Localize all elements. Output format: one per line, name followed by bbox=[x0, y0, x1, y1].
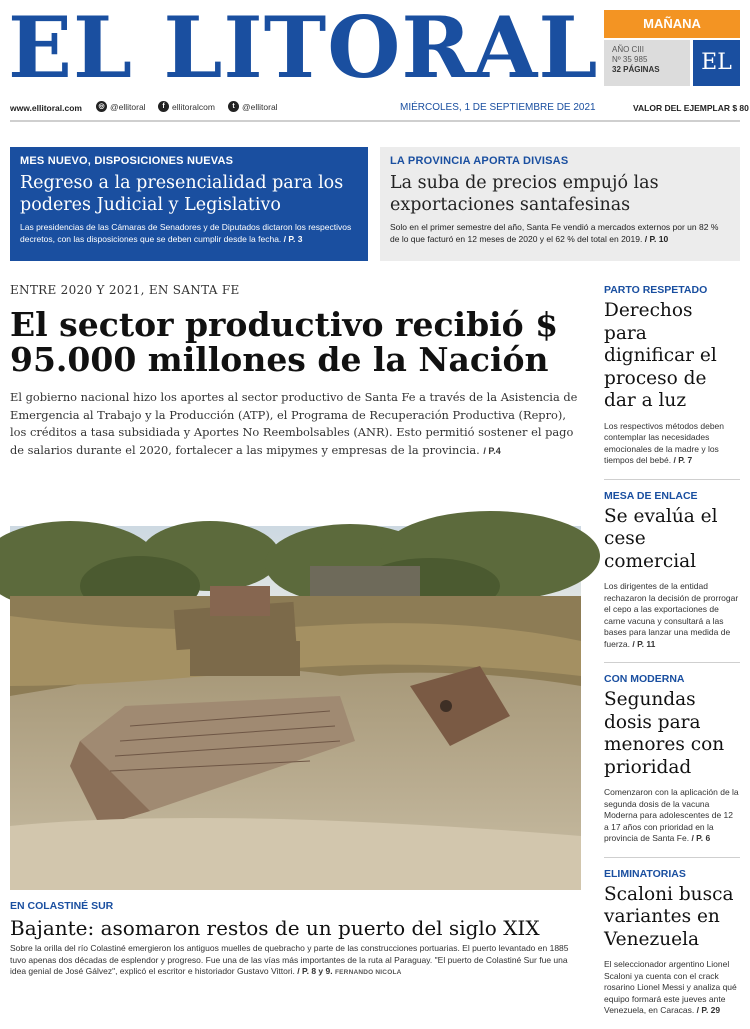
page-reference: / P. 10 bbox=[644, 233, 669, 244]
story-summary: Los dirigentes de la entidad rechazaron la decisión de prorrogar el cepo a las exportaciones de carne vacuna y consultará a las bases para lanzar una medida de fuerza. / P. 11 bbox=[604, 581, 739, 649]
header-divider bbox=[10, 120, 740, 122]
story-kicker: LA PROVINCIA APORTA DIVISAS bbox=[390, 155, 569, 167]
story-headline: Segundas dosis para menores con prioridad bbox=[604, 689, 725, 778]
story-kicker: MESA DE ENLACE bbox=[604, 489, 698, 502]
sidebar-divider bbox=[604, 662, 740, 663]
sidebar-story-mesa-enlace[interactable] bbox=[604, 488, 740, 651]
story-kicker: ELIMINATORIAS bbox=[604, 867, 686, 880]
page-reference: / P. 8 y 9. bbox=[297, 966, 333, 976]
story-headline: Derechos para dignificar el proceso de dar a luz bbox=[604, 300, 717, 411]
page-reference: / P.4 bbox=[483, 445, 501, 456]
story-kicker: MES NUEVO, DISPOSICIONES NUEVAS bbox=[20, 155, 234, 167]
twitter-icon: t bbox=[228, 101, 239, 112]
photo-story[interactable] bbox=[10, 900, 585, 979]
edition-badge: MAÑANA bbox=[604, 10, 740, 38]
sidebar-story-eliminatorias[interactable] bbox=[604, 866, 740, 1017]
page-reference: / P. 3 bbox=[283, 233, 303, 244]
story-summary: El seleccionador argentino Lionel Scaloni ya cuenta con el crack rosarino Lionel Messi y analiza qué equipo formará este jueves ante Venezuela, en Caracas. / P. 29 bbox=[604, 959, 737, 1015]
facebook-icon: f bbox=[158, 101, 169, 112]
social-twitter[interactable] bbox=[228, 101, 278, 112]
story-headline: Scaloni busca variantes en Venezuela bbox=[604, 883, 734, 950]
issue-price: VALOR DEL EJEMPLAR $ 80 bbox=[633, 103, 749, 113]
main-story-kicker: ENTRE 2020 Y 2021, EN SANTA FE bbox=[10, 283, 240, 297]
front-page-photo[interactable] bbox=[10, 526, 581, 890]
page-reference: / P. 6 bbox=[691, 833, 711, 843]
sidebar-divider bbox=[604, 479, 740, 480]
page-count: 32 PÁGINAS bbox=[612, 65, 660, 74]
social-facebook[interactable] bbox=[158, 101, 215, 112]
main-story-body: El gobierno nacional hizo los aportes al sector productivo de Santa Fe a través de la Asistencia de Emergencia al Trabajo y la Producción (ATP), el Programa de Recuperación Productiva (Repro), los créditos a tasa subsidiada y Aportes No Reembolsables (ANR). Esto permitió sostener el pago de salarios durante el 2020, fortalecer a las mipymes y empresas de la provincia. / P.4 bbox=[10, 390, 578, 457]
photo-story-headline: Bajante: asomaron restos de un puerto del siglo XIX bbox=[10, 916, 540, 940]
banner-story-exportaciones[interactable] bbox=[380, 147, 740, 261]
page-reference: / P. 29 bbox=[696, 1005, 721, 1015]
newspaper-logo: EL LITORAL bbox=[8, 0, 599, 97]
port-ruins-photo bbox=[10, 526, 581, 890]
story-headline: Regreso a la presencialidad para los poderes Judicial y Legislativo bbox=[20, 173, 344, 215]
social-handle: ellitoralcom bbox=[172, 101, 215, 112]
banner-story-presencialidad[interactable] bbox=[10, 147, 368, 261]
instagram-icon: ◎ bbox=[96, 101, 107, 112]
photo-credit: FERNANDO NICOLA bbox=[334, 969, 402, 976]
issue-info bbox=[604, 40, 690, 86]
story-kicker: PARTO RESPETADO bbox=[604, 284, 708, 296]
sidebar bbox=[604, 282, 740, 1029]
website-link[interactable]: www.ellitoral.com bbox=[10, 103, 82, 113]
sidebar-story-parto[interactable] bbox=[604, 282, 740, 467]
story-summary: Los respectivos métodos deben contemplar las necesidades emocionales de la madre y los tiempos del bebé. / P. 7 bbox=[604, 420, 725, 465]
photo-story-kicker: EN COLASTINÉ SUR bbox=[10, 900, 114, 912]
social-handle: @ellitoral bbox=[110, 101, 146, 112]
sidebar-divider bbox=[604, 857, 740, 858]
story-headline: Se evalúa el cese comercial bbox=[604, 505, 718, 572]
main-story[interactable] bbox=[10, 283, 585, 460]
story-summary: Las presidencias de las Cámaras de Senadores y de Diputados dictaron los respectivos decretos, con las disposiciones que se deben cumplir desde la fecha. / P. 3 bbox=[20, 222, 352, 244]
issue-year: AÑO CIII bbox=[612, 45, 645, 54]
story-summary: Comenzaron con la aplicación de la segunda dosis de la vacuna Moderna para adolescentes de 12 a 17 años con prioridad en la provincia de Santa Fe. / P. 6 bbox=[604, 787, 739, 843]
sidebar-story-moderna[interactable] bbox=[604, 671, 740, 845]
main-story-headline: El sector productivo recibió $ 95.000 millones de la Nación bbox=[10, 305, 559, 379]
masthead bbox=[0, 0, 750, 100]
issue-number: Nº 35 985 bbox=[612, 55, 648, 64]
page-reference: / P. 7 bbox=[673, 455, 693, 465]
social-handle: @ellitoral bbox=[242, 101, 278, 112]
issue-date: MIÉRCOLES, 1 DE SEPTIEMBRE DE 2021 bbox=[400, 102, 596, 113]
page-reference: / P. 11 bbox=[632, 638, 656, 649]
photo-story-summary: Sobre la orilla del río Colastiné emergieron los antiguos muelles de quebracho y parte de las construcciones portuarias. El puerto levantado en 1885 tuvo apenas dos décadas de esplendor y progreso. Fue una de las vías más importantes de la ruta al Paraguay. "El puerto de Colastiné Sur fue una idea genial de José Gálvez", explicó el escritor e historiador Gustavo Vittori. / P. 8 y 9. FERNANDO NICOLA bbox=[10, 943, 569, 976]
story-kicker: CON MODERNA bbox=[604, 673, 685, 685]
social-instagram[interactable] bbox=[96, 101, 146, 112]
story-summary: Solo en el primer semestre del año, Santa Fe vendió a mercados externos por un 82 % de lo que facturó en 12 meses de 2020 y el 62 % del total en 2019. / P. 10 bbox=[390, 222, 719, 244]
story-headline: La suba de precios empujó las exportaciones santafesinas bbox=[390, 173, 659, 215]
el-logo-badge: EL bbox=[693, 40, 740, 86]
info-bar bbox=[0, 98, 750, 120]
